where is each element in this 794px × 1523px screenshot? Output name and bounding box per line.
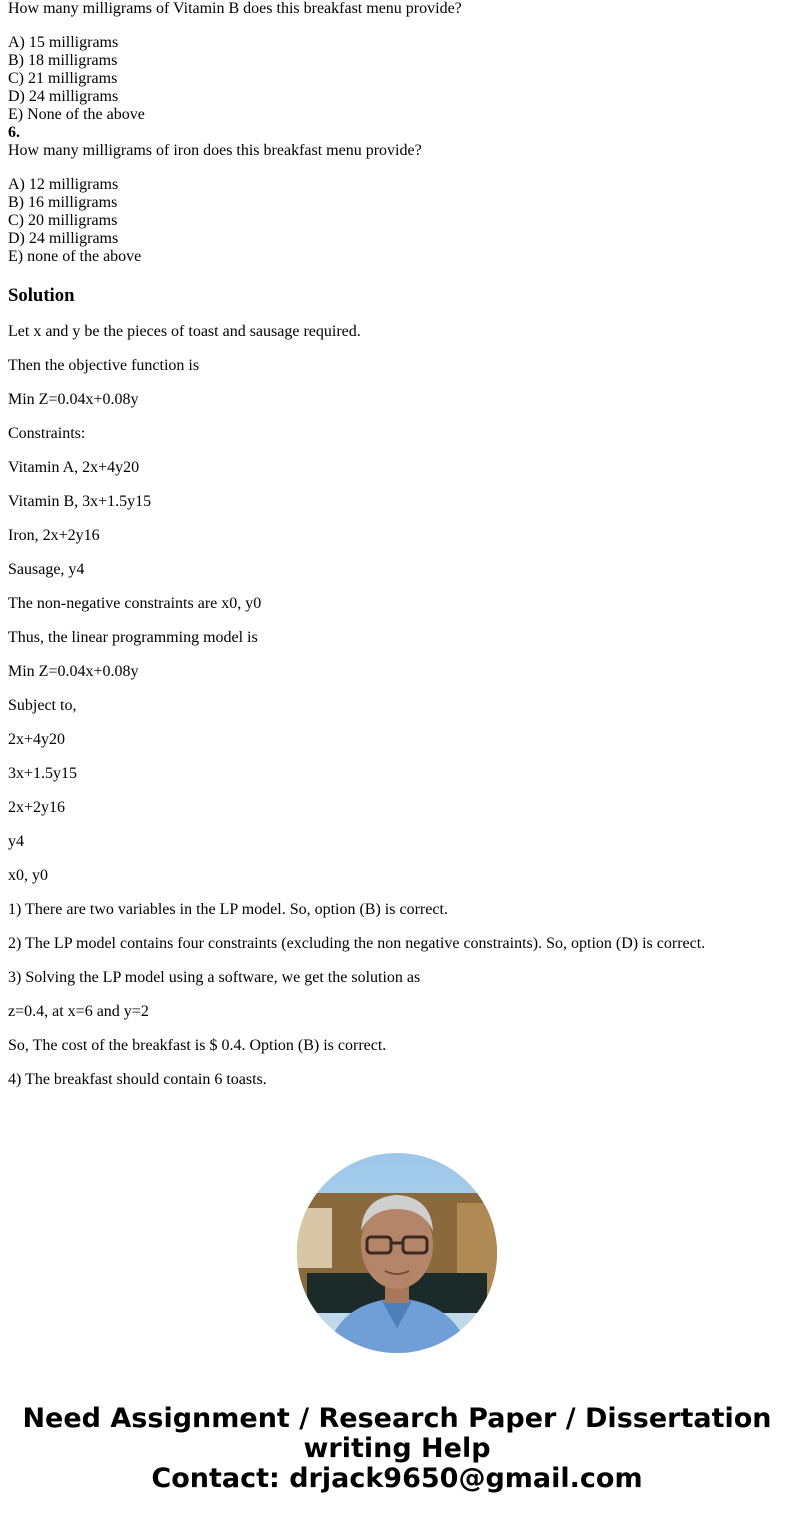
document-content (8, 0, 786, 1122)
author-portrait-image (297, 1153, 497, 1353)
solution-line: z=0.4, at x=6 and y=2 (8, 1003, 149, 1020)
solution-line: Vitamin B, 3x+1.5y15 (8, 493, 152, 510)
option-c: C) 21 milligrams (8, 70, 118, 87)
question-5-text: How many milligrams of Vitamin B does this breakfast menu provide? (8, 0, 462, 17)
option-e: E) None of the above (8, 106, 145, 123)
solution-line: 3) Solving the LP model using a software, we get the solution as (8, 969, 421, 986)
solution-line: 3x+1.5y15 (8, 765, 78, 782)
solution-line: Let x and y be the pieces of toast and sausage required. (8, 323, 361, 340)
question-6-text: How many milligrams of iron does this breakfast menu provide? (8, 142, 422, 159)
question-5-options (8, 34, 786, 124)
option-b: B) 18 milligrams (8, 52, 118, 69)
option-d: D) 24 milligrams (8, 88, 119, 105)
option-a: A) 15 milligrams (8, 34, 119, 51)
solution-line: 2x+2y16 (8, 799, 66, 816)
solution-line-cut: 4) The breakfast should contain 6 toasts. (8, 1071, 267, 1088)
solution-line: x0, y0 (8, 867, 48, 884)
promo-banner (0, 1404, 794, 1494)
solution-line: 2) The LP model contains four constraints (excluding the non negative constraints). So, option (D) is correct. (8, 935, 706, 952)
option-d: D) 24 milligrams (8, 230, 119, 247)
solution-line: Sausage, y4 (8, 561, 85, 578)
author-photo (297, 1153, 497, 1353)
solution-line: Subject to, (8, 697, 77, 714)
solution-line: So, The cost of the breakfast is $ 0.4. Option (B) is correct. (8, 1037, 387, 1054)
promo-line: Need Assignment / Research Paper / Dissertation (22, 1403, 772, 1434)
solution-line: The non-negative constraints are x0, y0 (8, 595, 262, 612)
solution-line: 1) There are two variables in the LP model. So, option (B) is correct. (8, 901, 448, 918)
solution-line: Vitamin A, 2x+4y20 (8, 459, 140, 476)
solution-line: Min Z=0.04x+0.08y (8, 391, 139, 408)
solution-line: Constraints: (8, 425, 86, 442)
solution-line: Then the objective function is (8, 357, 200, 374)
solution-body (8, 323, 786, 1089)
option-e: E) none of the above (8, 248, 142, 265)
option-c: C) 20 milligrams (8, 212, 118, 229)
promo-line: writing Help (303, 1433, 491, 1464)
solution-line: 2x+4y20 (8, 731, 66, 748)
solution-line: Iron, 2x+2y16 (8, 527, 100, 544)
option-b: B) 16 milligrams (8, 194, 118, 211)
solution-heading: Solution (8, 285, 75, 306)
solution-line: y4 (8, 833, 24, 850)
option-a: A) 12 milligrams (8, 176, 119, 193)
question-6-options (8, 176, 786, 266)
solution-line: Thus, the linear programming model is (8, 629, 258, 646)
promo-contact: Contact: drjack9650@gmail.com (151, 1463, 643, 1494)
question-6-number: 6. (8, 124, 20, 141)
solution-line: Min Z=0.04x+0.08y (8, 663, 139, 680)
